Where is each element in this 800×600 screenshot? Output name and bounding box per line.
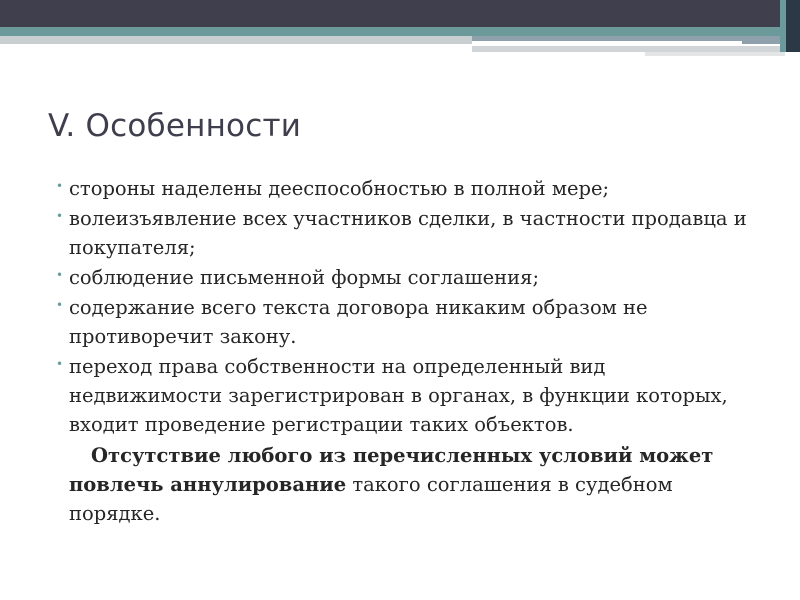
bullet-dot-icon: • [56, 209, 64, 223]
bullet-item [56, 174, 756, 203]
bullet-list [56, 174, 756, 439]
bullet-item [56, 352, 756, 439]
bullet-dot-icon: • [56, 179, 64, 193]
header-band-dark [0, 0, 800, 27]
header-band-shadow [645, 52, 785, 56]
note-regular-text: такого соглашения в судебном порядке. [69, 473, 673, 525]
bullet-dot-icon: • [56, 298, 64, 312]
bullet-item [56, 293, 756, 351]
bullet-item [56, 204, 756, 262]
bullet-dot-icon: • [56, 268, 64, 282]
header-band-line [472, 41, 742, 44]
header-band-gray [0, 36, 472, 44]
slide-title: V. Особенности [48, 108, 302, 144]
bullet-text: соблюдение письменной формы соглашения; [69, 266, 540, 289]
bullet-text: волеизъявление всех участников сделки, в частности продавца и покупателя; [69, 207, 747, 259]
note-bold-text: Отсутствие любого из перечисленных условий может повлечь аннулирование [69, 444, 714, 496]
bullet-dot-icon: • [56, 357, 64, 371]
slide-content [56, 174, 756, 528]
bullet-text: переход права собственности на определенный вид недвижимости зарегистрирован в органах, в функции которых, входит проведение регистрации таких объектов. [69, 355, 728, 436]
header-band-teal [0, 27, 800, 36]
conclusion-note [56, 441, 756, 528]
header-corner-teal [780, 0, 786, 52]
bullet-text: содержание всего текста договора никаким образом не противоречит закону. [69, 296, 648, 348]
bullet-text: стороны наделены дееспособностью в полной мере; [69, 177, 610, 200]
bullet-item [56, 263, 756, 292]
